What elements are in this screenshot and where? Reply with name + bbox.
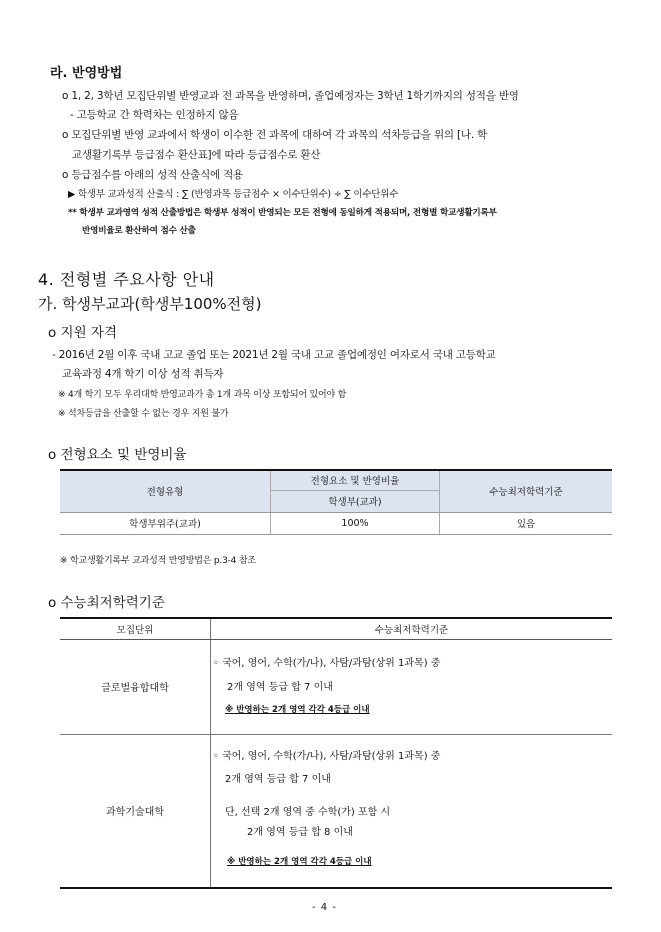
row-2-unit: 과학기술대학 <box>60 734 211 888</box>
eligibility-heading: o 지원 자격 <box>48 325 118 341</box>
eligibility-note-1: ※ 4개 학기 모두 우리대학 반영교과가 총 1개 과목 이상 포함되어 있어야 함 <box>58 390 347 400</box>
col-min-header: 수능최저학력기준 <box>440 470 613 512</box>
ra-line-5: o 등급점수를 아래의 성적 산출식에 적용 <box>62 169 243 181</box>
row-1-line-2: 2개 영역 등급 합 7 이내 <box>227 681 333 693</box>
row-1-note: ※ 반영하는 2개 영역 각각 4등급 이내 <box>225 704 370 715</box>
elements-note: ※ 학교생활기록부 교과성적 반영방법은 p.3-4 참조 <box>60 556 256 566</box>
row-1-line-1: ◦ 국어, 영어, 수학(가/나), 사탐/과탐(상위 1과목) 중 <box>213 657 441 669</box>
section-4-subtitle: 가. 학생부교과(학생부100%전형) <box>38 295 262 313</box>
col-type-header: 전형유형 <box>60 470 271 512</box>
elements-heading: o 전형요소 및 반영비율 <box>48 447 187 463</box>
eligibility-line-2: 교육과정 4개 학기 이상 성적 취득자 <box>62 368 224 380</box>
row-min: 있음 <box>440 512 613 534</box>
ra-formula: ▶ 학생부 교과성적 산출식 : ∑ (반영과목 등급점수 × 이수단위수) ÷ ∑ 이수단위수 <box>68 189 399 200</box>
row-ratio: 100% <box>271 512 440 534</box>
ra-line-3: o 모집단위별 반영 교과에서 학생이 이수한 전 과목에 대하여 각 과목의 석차등급을 위의 [나. 학 <box>62 129 488 141</box>
row-1-standard <box>211 639 613 734</box>
min-standard-heading: o 수능최저학력기준 <box>48 595 165 611</box>
section-ra-title: 라. 반영방법 <box>50 66 123 81</box>
eligibility-note-2: ※ 석차등급을 산출할 수 없는 경우 지원 불가 <box>58 409 229 419</box>
row-2-line-1: ◦ 국어, 영어, 수학(가/나), 사탐/과탐(상위 1과목) 중 <box>213 750 441 762</box>
ra-line-4: 교생활기록부 등급점수 환산표]에 따라 등급점수로 환산 <box>72 149 321 161</box>
col-unit-header: 모집단위 <box>60 618 211 639</box>
row-2-line-2: 2개 영역 등급 합 7 이내 <box>225 773 331 785</box>
ra-note-2: 반영비율로 환산하여 점수 산출 <box>82 226 196 236</box>
min-standard-table <box>60 617 612 889</box>
row-2-line-3: 단, 선택 2개 영역 중 수학(가) 포함 시 <box>225 806 391 818</box>
elements-table <box>60 469 612 535</box>
row-1-unit: 글로벌융합대학 <box>60 639 211 734</box>
col-std-header: 수능최저학력기준 <box>211 618 613 639</box>
row-type: 학생부위주(교과) <box>60 512 271 534</box>
row-2-note: ※ 반영하는 2개 영역 각각 4등급 이내 <box>227 856 372 867</box>
col-elements-header: 전형요소 및 반영비율 <box>271 470 440 490</box>
eligibility-line-1: - 2016년 2월 이후 국내 고교 졸업 또는 2021년 2월 국내 고교 졸업예정인 여자로서 국내 고등학교 <box>52 349 496 361</box>
ra-note-1: ** 학생부 교과영역 성적 산출방법은 학생부 성적이 반영되는 모든 전형에 동일하게 적용되며, 전형별 학교생활기록부 <box>68 208 497 218</box>
ra-line-2: - 고등학교 간 학력차는 인정하지 않음 <box>70 109 239 121</box>
col-sub-header: 학생부(교과) <box>271 490 440 512</box>
page-number: - 4 - <box>312 902 337 913</box>
ra-line-1: o 1, 2, 3학년 모집단위별 반영교과 전 과목을 반영하며, 졸업예정자는 3학년 1학기까지의 성적을 반영 <box>62 90 519 102</box>
row-2-line-4: 2개 영역 등급 합 8 이내 <box>247 826 353 838</box>
section-4-title: 4. 전형별 주요사항 안내 <box>38 270 215 289</box>
row-2-standard <box>211 734 613 888</box>
